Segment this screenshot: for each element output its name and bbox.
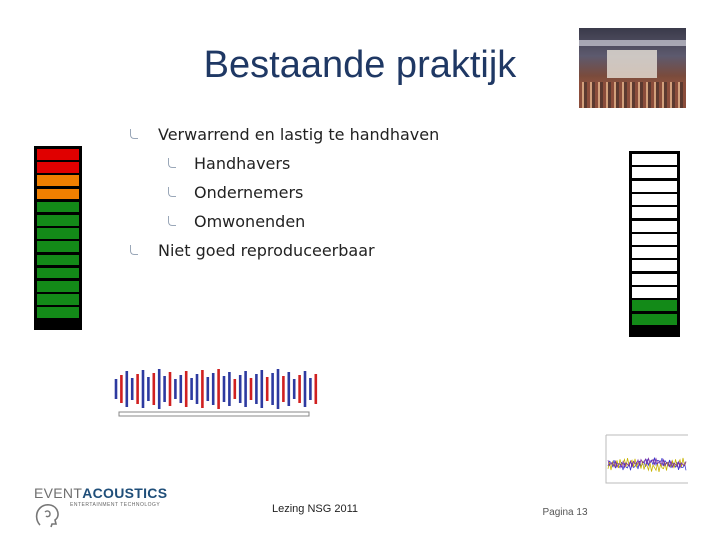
sub-bullet-item bbox=[130, 149, 439, 178]
bullet-list bbox=[130, 120, 439, 265]
meter-segment bbox=[632, 167, 677, 178]
meter-segment bbox=[632, 314, 677, 325]
company-logo bbox=[28, 483, 168, 535]
bullet-icon bbox=[168, 158, 176, 168]
meter-segment bbox=[632, 181, 677, 192]
audio-waveform bbox=[112, 365, 326, 421]
bullet-text: Omwonenden bbox=[194, 212, 306, 231]
crowd bbox=[579, 82, 686, 108]
meter-segment bbox=[37, 281, 79, 292]
meter-segment bbox=[37, 241, 79, 252]
slide-title: Bestaande praktijk bbox=[203, 44, 517, 86]
sub-bullet-item bbox=[130, 178, 439, 207]
footer-lecture: Lezing NSG 2011 bbox=[271, 503, 359, 515]
meter-segment bbox=[37, 228, 79, 239]
meter-segment bbox=[632, 300, 677, 311]
stage-lights bbox=[607, 50, 657, 78]
bullet-icon bbox=[130, 245, 138, 255]
logo-tagline: ENTERTAINMENT TECHNOLOGY bbox=[70, 502, 161, 508]
signal-plot bbox=[604, 433, 690, 485]
meter-segment bbox=[37, 149, 79, 160]
bullet-text: Niet goed reproduceerbaar bbox=[158, 241, 375, 260]
meter-segment bbox=[632, 260, 677, 271]
waveform-timeline bbox=[119, 412, 309, 416]
meter-segment bbox=[37, 215, 79, 226]
stage-truss bbox=[579, 40, 686, 46]
meter-segment bbox=[37, 189, 79, 200]
head-profile-icon bbox=[32, 499, 62, 529]
meter-segment bbox=[632, 194, 677, 205]
bullet-text: Ondernemers bbox=[194, 183, 304, 202]
concert-photo bbox=[579, 28, 686, 108]
meter-segment bbox=[632, 207, 677, 218]
bullet-text: Handhavers bbox=[194, 154, 291, 173]
page-number: Pagina 13 bbox=[542, 507, 588, 518]
meter-segment bbox=[37, 294, 79, 305]
meter-segment bbox=[632, 247, 677, 258]
meter-segment bbox=[37, 268, 79, 279]
meter-segment bbox=[37, 307, 79, 318]
meter-segment bbox=[632, 234, 677, 245]
bullet-text: Verwarrend en lastig te handhaven bbox=[158, 125, 440, 144]
logo-word-event: EVENT bbox=[34, 485, 83, 501]
logo-word-acoustics: ACOUSTICS bbox=[82, 485, 168, 501]
sub-bullet-item bbox=[130, 207, 439, 236]
bullet-item bbox=[130, 236, 439, 265]
meter-segment bbox=[632, 154, 677, 165]
bullet-icon bbox=[130, 129, 138, 139]
meter-segment bbox=[37, 255, 79, 266]
meter-segment bbox=[632, 287, 677, 298]
level-meter-left bbox=[34, 146, 82, 330]
bullet-icon bbox=[168, 216, 176, 226]
meter-segment bbox=[632, 274, 677, 285]
meter-segment bbox=[37, 162, 79, 173]
level-meter-right bbox=[629, 151, 680, 337]
meter-segment bbox=[37, 202, 79, 213]
meter-segment bbox=[37, 175, 79, 186]
bullet-item bbox=[130, 120, 439, 149]
bullet-icon bbox=[168, 187, 176, 197]
meter-segment bbox=[632, 221, 677, 232]
